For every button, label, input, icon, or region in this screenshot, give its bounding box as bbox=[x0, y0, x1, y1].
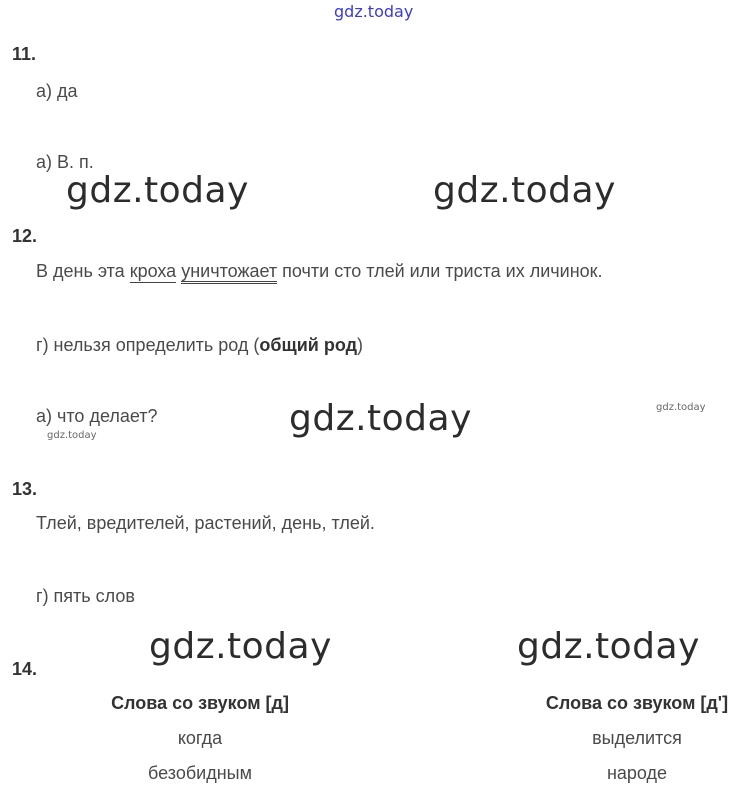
predicate-underlined: уничтожает bbox=[181, 261, 277, 284]
answer-bold: общий род bbox=[259, 335, 358, 355]
column-item: когда bbox=[177, 728, 223, 748]
watermark: gdz.today bbox=[433, 170, 616, 211]
watermark: gdz.today bbox=[149, 626, 332, 667]
answer-suffix: ) bbox=[357, 335, 364, 355]
subject-underlined: кроха bbox=[129, 261, 177, 281]
task-13-answer: г) пять слов bbox=[36, 586, 135, 606]
task-12-answer-g bbox=[36, 335, 363, 356]
task-13-number: 13. bbox=[12, 479, 38, 499]
watermark-small: gdz.today bbox=[656, 402, 706, 413]
watermark: gdz.today bbox=[289, 398, 472, 439]
task-11-answer-2: а) В. п. bbox=[36, 152, 94, 172]
column-header: Слова со звуком [д] bbox=[111, 693, 289, 713]
task-11-number: 11. bbox=[12, 44, 37, 64]
column-item: народе bbox=[606, 763, 668, 783]
watermark: gdz.today bbox=[517, 626, 700, 667]
column-item: выделится bbox=[592, 728, 682, 748]
column-header: Слова со звуком [д'] bbox=[545, 693, 729, 713]
task-12-sentence bbox=[36, 261, 603, 282]
sentence-part: В день эта bbox=[36, 261, 130, 281]
column-item: безобидным bbox=[148, 763, 252, 783]
watermark-top: gdz.today bbox=[334, 2, 414, 21]
answer-prefix: г) нельзя определить род ( bbox=[36, 335, 260, 355]
watermark-small: gdz.today bbox=[47, 430, 97, 441]
task-12-number: 12. bbox=[12, 226, 38, 246]
sentence-part: почти сто тлей или триста их личинок. bbox=[277, 261, 603, 281]
task-13-words: Тлей, вредителей, растений, день, тлей. bbox=[36, 513, 375, 533]
task-12-answer-a: а) что делает? bbox=[36, 406, 158, 426]
watermark: gdz.today bbox=[66, 170, 249, 211]
column-d bbox=[80, 693, 320, 784]
task-11-answer-1: а) да bbox=[36, 81, 78, 101]
task-14-number: 14. bbox=[12, 659, 38, 679]
column-d-soft bbox=[522, 693, 752, 784]
